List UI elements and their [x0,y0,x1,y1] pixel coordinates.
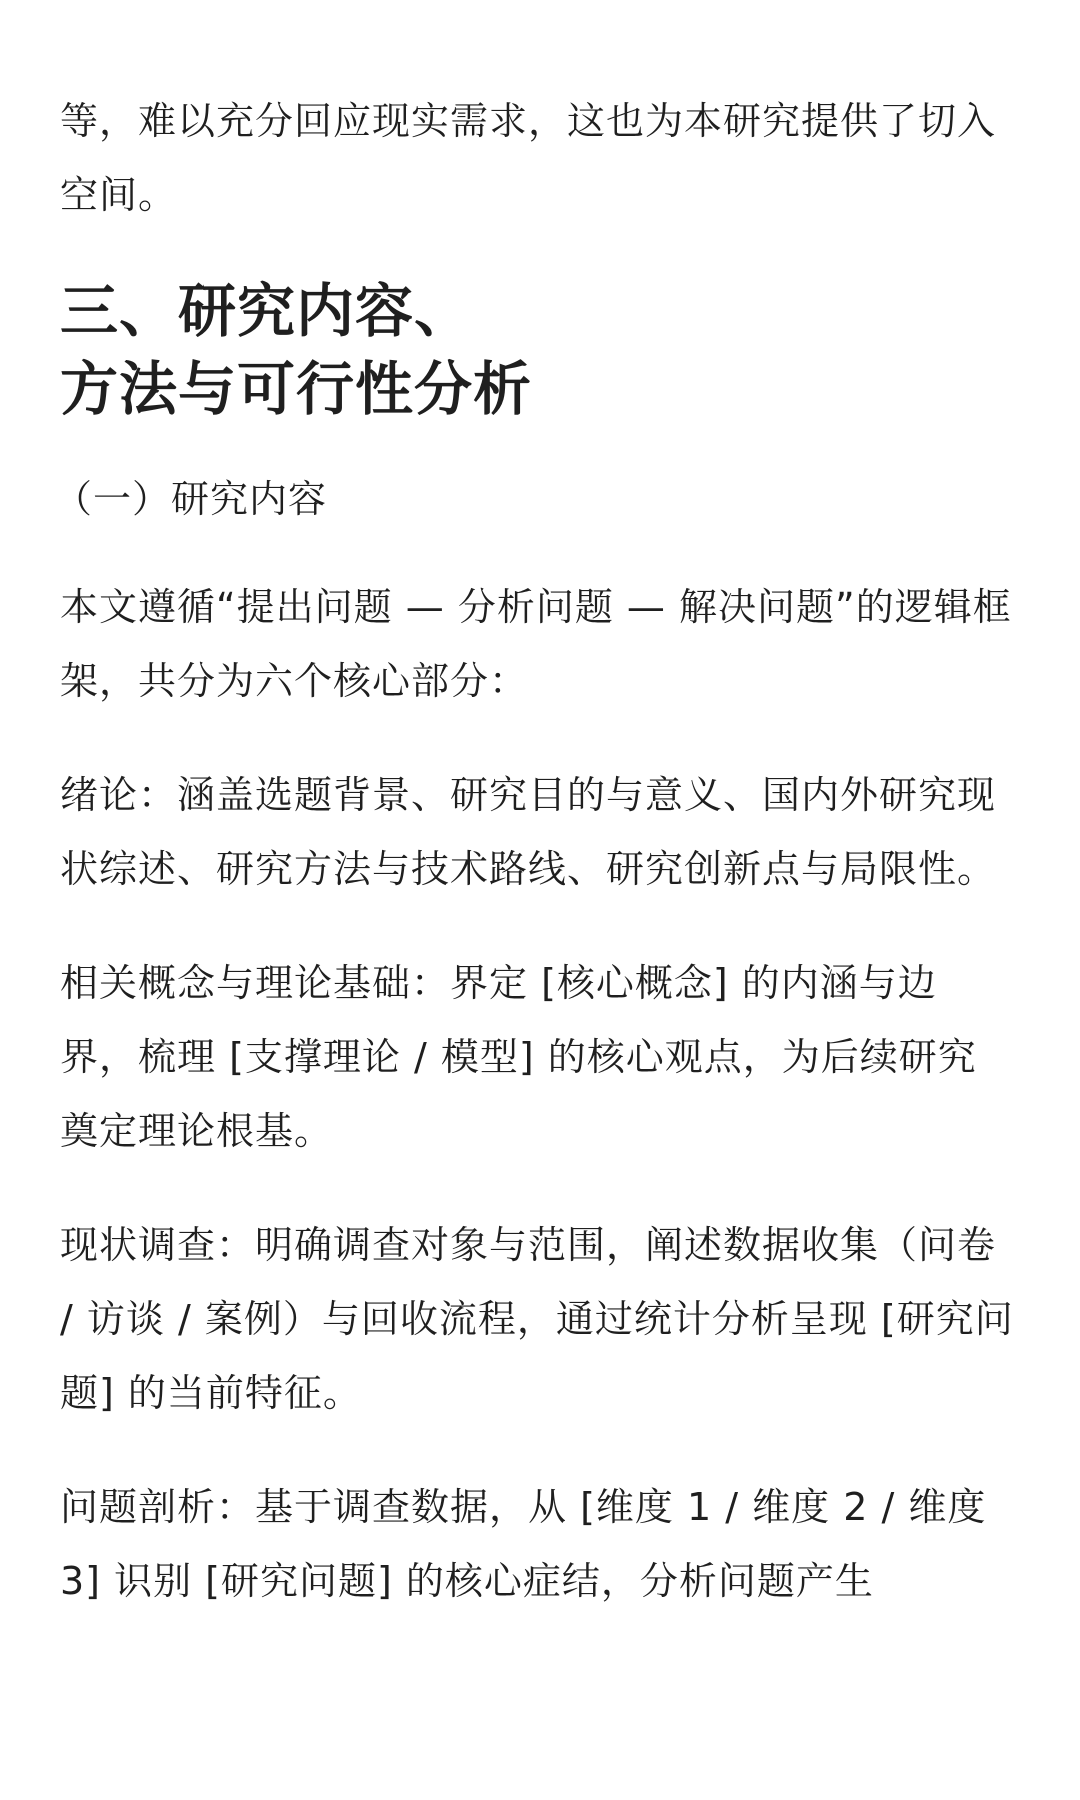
intro-paragraph: 等，难以充分回应现实需求，这也为本研究提供了切入空间。 [60,99,997,217]
section-heading-line-1: 三、研究内容、 [60,277,474,345]
paragraph-theory-chapter: 相关概念与理论基础：界定 [核心概念] 的内涵与边界，梳理 [支撑理论 / 模型] 的核心观点，为后续研究奠定理论根基。 [60,961,977,1153]
paragraph-problem-analysis-chapter: 问题剖析：基于调查数据，从 [维度 1 / 维度 2 / 维度 3] 识别 [研究问题] 的核心症结，分析问题产生 [60,1485,987,1603]
section-heading [60,272,1014,428]
paragraph-framework: 本文遵循“提出问题 — 分析问题 — 解决问题”的逻辑框架，共分为六个核心部分： [60,585,1012,703]
subsection-heading: （一）研究内容 [54,477,328,521]
paragraph-introduction-chapter: 绪论：涵盖选题背景、研究目的与意义、国内外研究现状综述、研究方法与技术路线、研究创新点与局限性。 [60,773,997,891]
section-heading-line-2: 方法与可行性分析 [60,355,533,423]
paragraph-survey-chapter: 现状调查：明确调查对象与范围，阐述数据收集（问卷 / 访谈 / 案例）与回收流程，通过统计分析呈现 [研究问题] 的当前特征。 [60,1223,1014,1415]
